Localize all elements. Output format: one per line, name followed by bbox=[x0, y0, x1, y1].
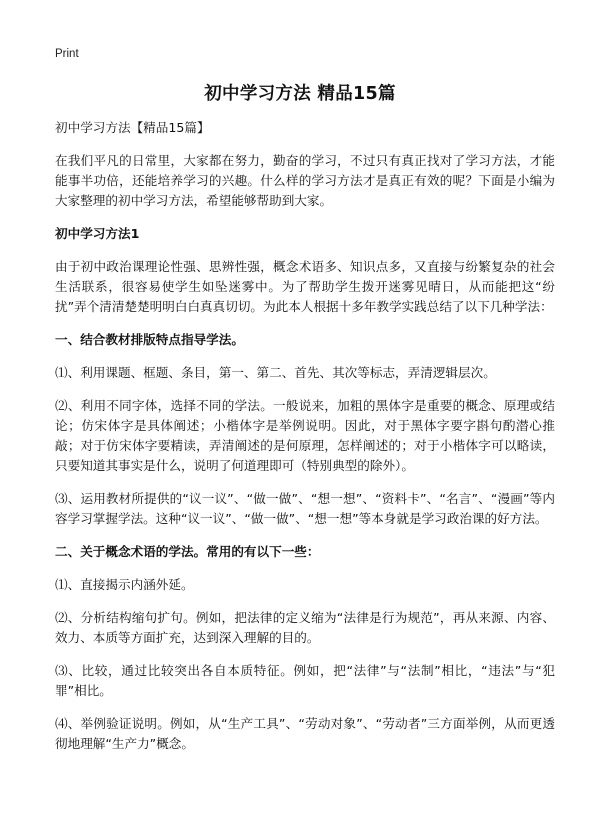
doc-subtitle: 初中学习方法【精品15篇】 bbox=[55, 120, 210, 135]
part2-item: ⑷、举例验证说明。例如，从“生产工具”、“劳动对象”、“劳动者”三方面举例，从而更透彻地理解“生产力”概念。 bbox=[55, 716, 555, 751]
part1-item: ⑴、利用课题、框题、条目，第一、第二、首先、其次等标志，弄清逻辑层次。 bbox=[55, 365, 496, 380]
part2-item: ⑵、分析结构缩句扩句。例如，把法律的定义缩为“法律是行为规范”，再从来源、内容、效力、本质等方面扩充，达到深入理解的目的。 bbox=[55, 610, 555, 645]
part1-item: ⑵、利用不同字体，选择不同的学法。一般说来，加粗的黑体字是重要的概念、原理或结论；仿宋体字是具体阐述；小楷体字是举例说明。因此，对于黑体字要字斟句酌潜心推敲；对于仿宋体字要精读，弄清阐述的是何原理，怎样阐述的；对于小楷体字可以略读，只要知道其事实是什么，说明了何道理即可（特别典型的除外）。 bbox=[55, 398, 555, 473]
print-link[interactable]: Print bbox=[55, 48, 79, 60]
section-intro-paragraph: 由于初中政治课理论性强、思辨性强，概念术语多、知识点多，又直接与纷繁复杂的社会生活联系，很容易使学生如坠迷雾中。为了帮助学生拨开迷雾见晴日，从而能把这“纷扰”弄个清清楚楚明明白白真真切切。为此本人根据十多年教学实践总结了以下几种学法： bbox=[55, 259, 555, 314]
part1-item: ⑶、运用教材所提供的“议一议”、“做一做”、“想一想”、“资料卡”、“名言”、“漫画”等内容学习掌握学法。这种“议一议”、“做一做”、“想一想”等本身就是学习政治课的好方法。 bbox=[55, 491, 555, 526]
page-title: 初中学习方法 精品15篇 bbox=[204, 84, 396, 104]
document-body bbox=[55, 118, 555, 754]
section-heading: 初中学习方法1 bbox=[55, 226, 140, 241]
part2-item: ⑴、直接揭示内涵外延。 bbox=[55, 577, 194, 592]
part2-heading: 二、关于概念术语的学法。常用的有以下一些： bbox=[55, 544, 320, 559]
intro-paragraph: 在我们平凡的日常里，大家都在努力，勤奋的学习，不过只有真正找对了学习方法，才能能事半功倍，还能培养学习的兴趣。什么样的学习方法才是真正有效的呢？下面是小编为大家整理的初中学习方法，希望能够帮助到大家。 bbox=[55, 153, 555, 208]
part1-heading: 一、结合教材排版特点指导学法。 bbox=[55, 332, 244, 347]
part2-item: ⑶、比较，通过比较突出各自本质特征。例如，把“法律”与“法制”相比，“违法”与“犯罪”相比。 bbox=[55, 663, 555, 698]
